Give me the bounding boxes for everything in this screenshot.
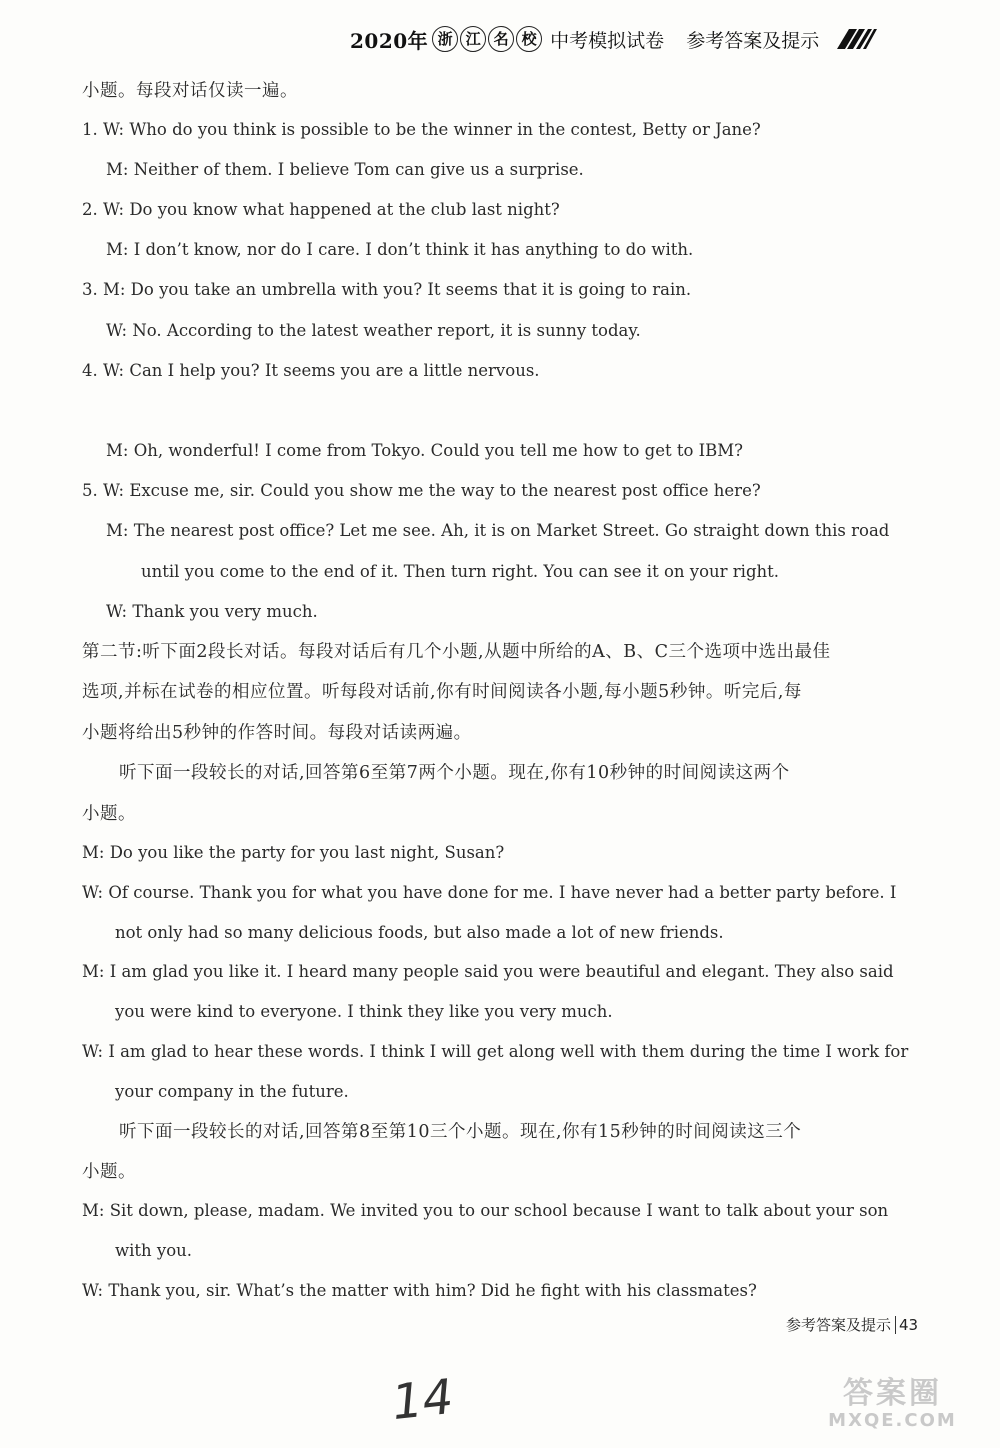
page-header <box>350 22 980 56</box>
page-number: 43 <box>895 1316 918 1334</box>
header-series-title: 中考模拟试卷 <box>550 29 665 52</box>
header-section-title: 参考答案及提示 <box>686 29 820 52</box>
instruction-line: 第二节:听下面2段长对话。每段对话后有几个小题,从题中所给的A、B、C三个选项中选出最佳 <box>82 642 831 662</box>
dialogue-line: W: Of course. Thank you for what you have done for me. I have never had a better party before. I <box>82 883 897 902</box>
handwritten-note: 14 <box>389 1368 456 1432</box>
instruction-line: 听下面一段较长的对话,回答第8至第10三个小题。现在,你有15秒钟的时间阅读这三个 <box>119 1122 802 1142</box>
dialogue-line: M: Sit down, please, madam. We invited you to our school because I want to talk about your son <box>82 1201 889 1220</box>
watermark-line1: 答案圈 <box>843 1376 942 1411</box>
circled-char: 浙 <box>432 26 458 52</box>
instruction-line: 听下面一段较长的对话,回答第6至第7两个小题。现在,你有10秒钟的时间阅读这两个 <box>119 763 790 783</box>
dialogue-line: M: I don’t know, nor do I care. I don’t think it has anything to do with. <box>106 240 694 259</box>
dialogue-line: 5. W: Excuse me, sir. Could you show me the way to the nearest post office here? <box>82 481 761 500</box>
dialogue-line: M: The nearest post office? Let me see. Ah, it is on Market Street. Go straight down this road <box>106 521 890 540</box>
dialogue-line: W: Thank you very much. <box>106 602 318 621</box>
circled-char: 校 <box>516 26 542 52</box>
text-line: 小题。每段对话仅读一遍。 <box>82 81 298 101</box>
dialogue-line: 4. W: Can I help you? It seems you are a little nervous. <box>82 361 540 380</box>
instruction-line: 选项,并标在试卷的相应位置。听每段对话前,你有时间阅读各小题,每小题5秒钟。听完后,每 <box>82 682 802 702</box>
header-circled-title <box>432 26 544 52</box>
instruction-line: 小题。 <box>82 1162 136 1182</box>
page-footer <box>786 1314 918 1335</box>
instruction-line: 小题。 <box>82 804 136 824</box>
dialogue-line: 1. W: Who do you think is possible to be the winner in the contest, Betty or Jane? <box>82 120 761 139</box>
dialogue-line: your company in the future. <box>115 1082 349 1101</box>
dialogue-line: M: Neither of them. I believe Tom can give us a surprise. <box>106 160 584 179</box>
dialogue-line: you were kind to everyone. I think they like you very much. <box>115 1002 613 1021</box>
dialogue-line: until you come to the end of it. Then turn right. You can see it on your right. <box>141 562 780 581</box>
dialogue-line: 2. W: Do you know what happened at the club last night? <box>82 200 560 219</box>
circled-char: 名 <box>488 26 514 52</box>
watermark-line2: MXQE.COM <box>828 1410 957 1431</box>
dialogue-line: W: No. According to the latest weather report, it is sunny today. <box>106 321 641 340</box>
dialogue-line: M: Do you like the party for you last night, Susan? <box>82 843 505 862</box>
instruction-line: 小题将给出5秒钟的作答时间。每段对话读两遍。 <box>82 723 472 743</box>
dialogue-line: not only had so many delicious foods, but also made a lot of new friends. <box>115 923 724 942</box>
dialogue-line: W: I am glad to hear these words. I think I will get along well with them during the time I work for <box>82 1042 909 1061</box>
dialogue-line: M: I am glad you like it. I heard many people said you were beautiful and elegant. They also said <box>82 962 894 981</box>
dialogue-line: M: Oh, wonderful! I come from Tokyo. Could you tell me how to get to IBM? <box>106 441 744 460</box>
slash-decoration-icon <box>831 29 877 49</box>
circled-char: 江 <box>460 26 486 52</box>
dialogue-line: with you. <box>115 1241 193 1260</box>
dialogue-line: W: Thank you, sir. What’s the matter with him? Did he fight with his classmates? <box>82 1281 757 1300</box>
dialogue-line: 3. M: Do you take an umbrella with you? It seems that it is going to rain. <box>82 280 692 299</box>
footer-label: 参考答案及提示 <box>786 1316 892 1334</box>
watermark-logo <box>800 1368 985 1438</box>
header-year: 2020年 <box>350 28 429 53</box>
